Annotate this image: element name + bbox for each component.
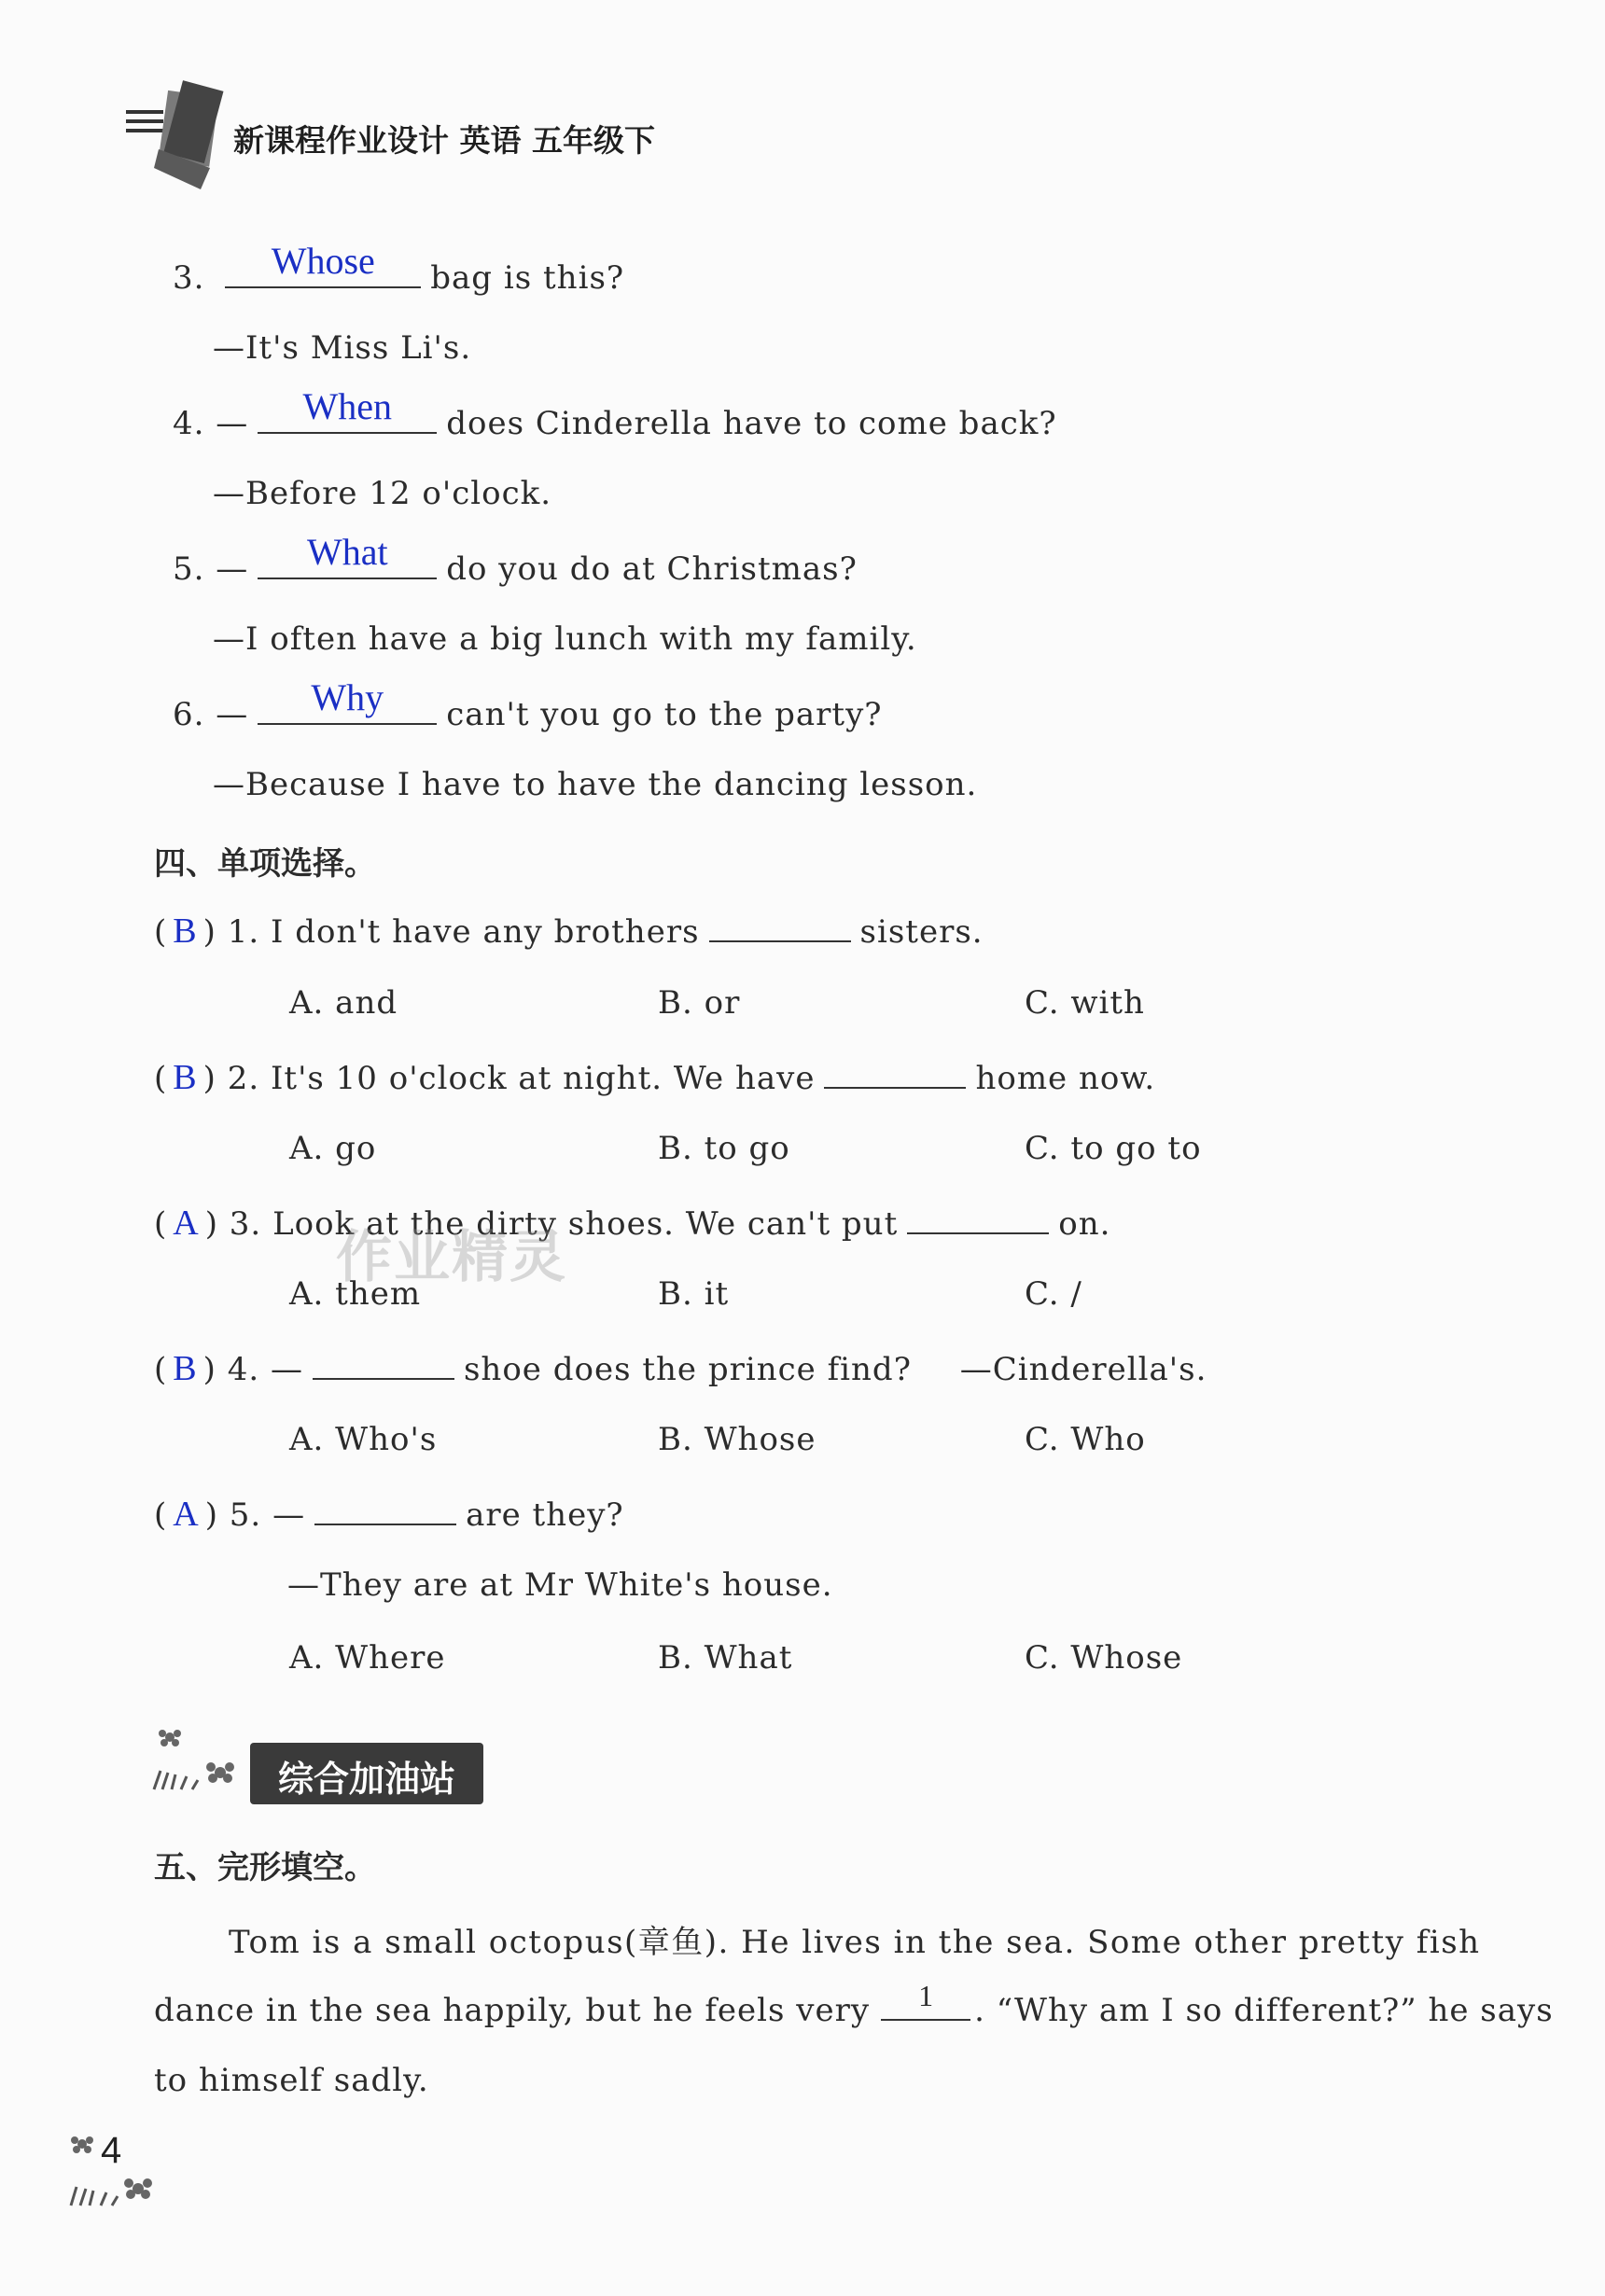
fill-reply-4: —Before 12 o'clock.	[213, 475, 552, 512]
option-a: A. Where	[289, 1639, 446, 1677]
option-a: A. Who's	[289, 1421, 438, 1458]
fill-question-4	[173, 385, 1057, 442]
answer-blank	[907, 1203, 1049, 1234]
dash: —	[216, 405, 249, 442]
choice-answer: A	[173, 1495, 200, 1534]
fill-reply-3: —It's Miss Li's.	[213, 329, 472, 367]
choice-answer: B	[173, 911, 198, 951]
passage-text: . “Why am I so different?” he says	[974, 1992, 1554, 2029]
fill-question-3	[173, 240, 625, 297]
section5-heading: 五、完形填空。	[154, 1849, 376, 1886]
question-reply: —They are at Mr White's house.	[287, 1566, 833, 1604]
option-a: A. and	[289, 984, 398, 1022]
question-reply: —Cinderella's.	[959, 1351, 1207, 1388]
cloze-number: 1	[918, 1979, 934, 2012]
header-title: 新课程作业设计 英语 五年级下	[233, 122, 655, 159]
choice-question-1: ( B ) 1. I don't have any brothers sisters.	[154, 911, 984, 951]
option-a: A. them	[289, 1275, 422, 1313]
question-text: I don't have any brothers	[270, 913, 700, 951]
fill-question-5	[173, 531, 858, 588]
flower-decoration-icon	[149, 1724, 252, 1799]
section4-heading: 四、单项选择。	[154, 845, 376, 883]
question-number: 3.	[173, 259, 205, 297]
question-text: can't you go to the party?	[446, 696, 883, 733]
answer-blank	[225, 240, 421, 288]
option-b: B. or	[658, 984, 741, 1022]
dash: —	[216, 696, 249, 733]
passage-line-2	[154, 1979, 1554, 2029]
banner-label: 综合加油站	[277, 1759, 455, 1800]
answer-text: When	[302, 385, 393, 427]
fill-reply-6: —Because I have to have the dancing lesson.	[213, 766, 978, 803]
option-c: C. /	[1025, 1275, 1082, 1313]
answer-blank	[258, 385, 437, 434]
page-number: 4	[101, 2130, 122, 2171]
header-book-icon	[121, 79, 229, 191]
option-c: C. with	[1025, 984, 1145, 1022]
option-c: C. Whose	[1025, 1639, 1183, 1677]
watermark-text: 作业精灵	[336, 1225, 567, 1290]
choice-answer: B	[173, 1058, 198, 1097]
option-a: A. go	[289, 1130, 377, 1167]
fill-reply-5: —I often have a big lunch with my family.	[213, 620, 917, 658]
question-text: Look at the dirty shoes. We can't put	[272, 1205, 899, 1243]
answer-blank	[314, 1494, 456, 1525]
question-text: sisters.	[859, 913, 984, 951]
option-b: B. What	[658, 1639, 793, 1677]
question-number: 4.	[227, 1351, 260, 1388]
answer-blank	[258, 531, 437, 579]
question-number: 2.	[227, 1060, 260, 1097]
dash: —	[216, 550, 249, 588]
answer-text: What	[306, 531, 388, 573]
question-text: are they?	[466, 1496, 624, 1534]
choice-question-4: ( B ) 4. — shoe does the prince find? —Cinderella's.	[154, 1349, 1207, 1388]
option-c: C. Who	[1025, 1421, 1146, 1458]
question-text: It's 10 o'clock at night. We have	[270, 1060, 816, 1097]
choice-answer: A	[173, 1204, 200, 1243]
question-number: 5.	[229, 1496, 262, 1534]
question-number: 1.	[227, 913, 260, 951]
question-text: home now.	[975, 1060, 1156, 1097]
choice-answer: B	[173, 1349, 198, 1388]
question-text: shoe does the prince find?	[463, 1351, 912, 1388]
question-number: 3.	[229, 1205, 262, 1243]
dash: —	[272, 1496, 306, 1534]
option-c: C. to go to	[1025, 1130, 1202, 1167]
choice-question-2: ( B ) 2. It's 10 o'clock at night. We have home now.	[154, 1058, 1156, 1097]
passage-text: dance in the sea happily, but he feels very	[154, 1992, 871, 2029]
question-text: bag is this?	[430, 259, 625, 297]
question-text: on.	[1058, 1205, 1111, 1243]
passage-line-3: to himself sadly.	[154, 2062, 429, 2099]
dash: —	[270, 1351, 303, 1388]
answer-blank	[709, 911, 851, 942]
answer-blank	[258, 676, 437, 725]
answer-blank	[313, 1348, 454, 1380]
question-text: do you do at Christmas?	[446, 550, 858, 588]
question-text: does Cinderella have to come back?	[446, 405, 1057, 442]
option-b: B. Whose	[658, 1421, 816, 1458]
question-number: 5.	[173, 550, 205, 588]
answer-blank	[824, 1057, 966, 1089]
answer-text: Whose	[271, 240, 375, 282]
option-b: B. it	[658, 1275, 730, 1313]
question-number: 4.	[173, 405, 205, 442]
choice-question-5: ( A ) 5. — are they?	[154, 1495, 624, 1534]
passage-line-1: Tom is a small octopus(章鱼). He lives in the sea. Some other pretty fish	[229, 1924, 1481, 1961]
option-b: B. to go	[658, 1130, 790, 1167]
answer-text: Why	[311, 676, 384, 718]
fill-question-6	[173, 676, 883, 733]
question-number: 6.	[173, 696, 205, 733]
cloze-blank	[881, 1979, 970, 2021]
choice-question-3: ( A ) 3. Look at the dirty shoes. We can't put on.	[154, 1204, 1111, 1243]
